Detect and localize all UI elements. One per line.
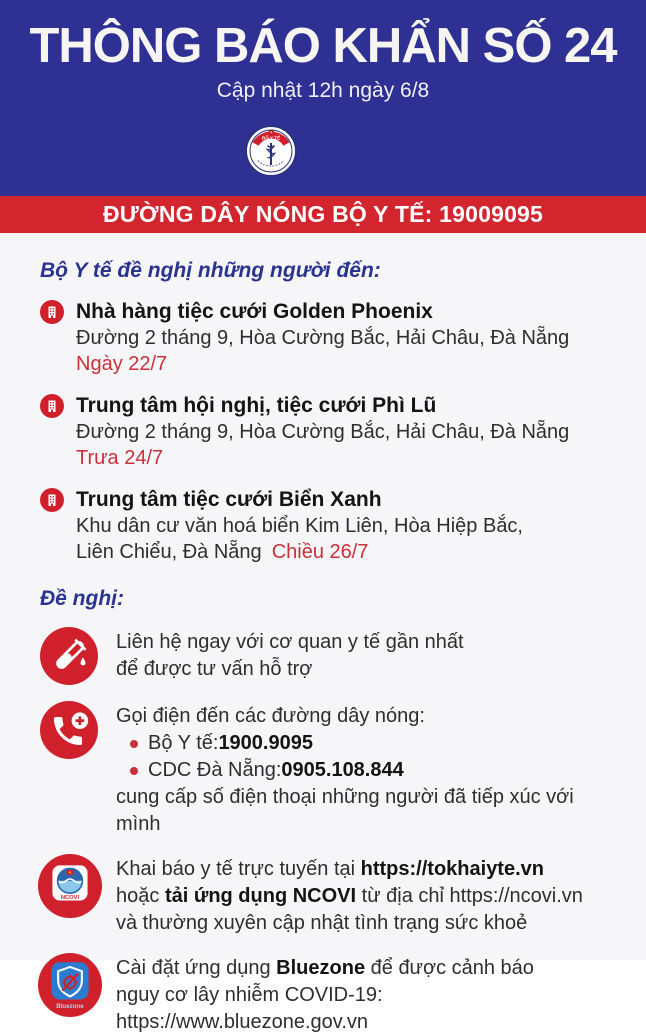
text-line: Gọi điện đến các đường dây nóng: bbox=[116, 705, 425, 727]
content bbox=[0, 233, 646, 1036]
ncovi-app-label: NCOVI bbox=[60, 894, 80, 901]
bullet-dot-icon bbox=[130, 767, 138, 775]
location-name: Nhà hàng tiệc cưới Golden Phoenix bbox=[76, 300, 433, 323]
text-line: để được tư vấn hỗ trợ bbox=[116, 658, 313, 680]
recommendation-icon-wrap bbox=[40, 701, 112, 759]
logo-band-label: BỘ Y TẾ bbox=[261, 135, 281, 141]
location-item bbox=[40, 392, 618, 471]
ncovi-url: từ địa chỉ https://ncovi.vn bbox=[356, 885, 583, 907]
text-segment: Khai báo y tế trực tuyến tại bbox=[116, 858, 361, 880]
location-date: Ngày 22/7 bbox=[76, 353, 168, 375]
location-item bbox=[40, 298, 618, 377]
recommendation-bluezone bbox=[40, 953, 618, 1036]
bluezone-app-icon bbox=[38, 953, 102, 1017]
hotline-label: Bộ Y tế: bbox=[148, 732, 219, 754]
bluezone-url: nguy cơ lây nhiễm COVID-19: https://www.bluezone.gov.vn bbox=[116, 984, 383, 1033]
recommendation-text bbox=[116, 854, 583, 937]
text-segment: Cài đặt ứng dụng bbox=[116, 957, 277, 979]
recommendation-declare bbox=[40, 854, 618, 937]
hotline-number: 0905.108.844 bbox=[281, 759, 404, 781]
recommendation-icon-wrap bbox=[40, 953, 112, 1017]
hotline-label: CDC Đà Nẵng: bbox=[148, 759, 282, 781]
text-line: cung cấp số điện thoại những người đã tiếp xúc với mình bbox=[116, 786, 574, 835]
location-address-text: Liên Chiểu, Đà Nẵng bbox=[76, 541, 262, 563]
text-line: và thường xuyên cập nhật tình trạng sức khoẻ bbox=[116, 912, 528, 934]
location-body bbox=[76, 392, 569, 471]
header bbox=[0, 0, 646, 196]
hotline-item bbox=[116, 757, 618, 784]
location-item bbox=[40, 486, 618, 565]
location-name: Trung tâm hội nghị, tiệc cưới Phì Lũ bbox=[76, 394, 437, 417]
phone-plus-icon bbox=[40, 701, 98, 759]
text-segment: để được cảnh báo bbox=[365, 957, 534, 979]
update-timestamp: Cập nhật 12h ngày 6/8 bbox=[216, 78, 430, 102]
text-segment: hoặc bbox=[116, 885, 165, 907]
text-line bbox=[116, 856, 583, 883]
text-segment-bold: tải ứng dụng NCOVI bbox=[164, 885, 357, 907]
ncovi-app-icon bbox=[38, 854, 102, 918]
recommendations-heading: Đề nghị: bbox=[40, 587, 124, 610]
location-body bbox=[76, 486, 523, 565]
hotline-number: 1900.9095 bbox=[218, 732, 313, 754]
recommendation-text bbox=[116, 953, 618, 1036]
location-date: Chiều 26/7 bbox=[271, 541, 369, 563]
recommendation-icon-wrap bbox=[40, 854, 112, 918]
text-line: Liên hệ ngay với cơ quan y tế gần nhất bbox=[116, 631, 464, 653]
recommendation-text bbox=[116, 701, 618, 838]
text-line bbox=[116, 955, 618, 982]
page-title: THÔNG BÁO KHẨN SỐ 24 bbox=[29, 19, 617, 73]
bullet-dot-icon bbox=[130, 740, 138, 748]
ministry-of-health-logo-icon bbox=[245, 125, 297, 177]
recommendation-icon-wrap bbox=[40, 627, 112, 685]
location-address: Đường 2 tháng 9, Hòa Cường Bắc, Hải Châu, Đà Nẵng bbox=[76, 421, 570, 443]
tokhaiyte-url: https://tokhaiyte.vn bbox=[360, 858, 544, 880]
location-name: Trung tâm tiệc cưới Biển Xanh bbox=[76, 488, 382, 511]
location-body bbox=[76, 298, 569, 377]
notice-heading: Bộ Y tế đề nghị những người đến: bbox=[40, 259, 381, 282]
bluezone-app-label: Bluezone bbox=[56, 1003, 84, 1011]
recommendation-contact bbox=[40, 627, 618, 685]
hotline-banner: ĐƯỜNG DÂY NÓNG BỘ Y TẾ: 19009095 bbox=[0, 196, 646, 233]
hotline-item bbox=[116, 730, 618, 757]
building-icon bbox=[40, 488, 64, 512]
text-segment-bold: Bluezone bbox=[276, 957, 366, 979]
building-icon bbox=[40, 300, 64, 324]
location-address-2 bbox=[76, 539, 523, 565]
recommendation-text bbox=[116, 627, 464, 683]
building-icon bbox=[40, 394, 64, 418]
recommendation-call bbox=[40, 701, 618, 838]
location-date: Trưa 24/7 bbox=[76, 447, 164, 469]
location-address: Đường 2 tháng 9, Hòa Cường Bắc, Hải Châu, Đà Nẵng bbox=[76, 327, 570, 349]
location-address: Khu dân cư văn hoá biển Kim Liên, Hòa Hiệp Bắc, bbox=[76, 515, 523, 537]
text-line bbox=[116, 883, 583, 910]
test-tube-icon bbox=[40, 627, 98, 685]
